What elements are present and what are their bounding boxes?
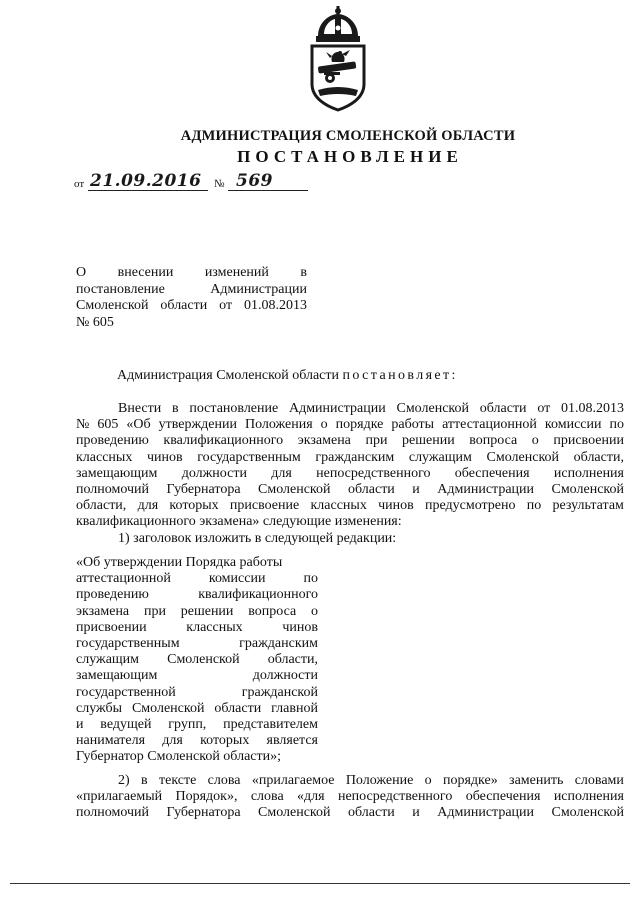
word: области bbox=[479, 401, 527, 416]
body-paragraph bbox=[76, 401, 624, 547]
body-line bbox=[76, 433, 624, 449]
word: Администрации bbox=[437, 482, 535, 498]
word: квалификационного bbox=[163, 433, 284, 449]
word: утверждении bbox=[158, 417, 237, 433]
quote-line bbox=[76, 571, 318, 587]
body-line: 1) заголовок изложить в следующей редакции: bbox=[118, 530, 397, 546]
word: Администрации bbox=[437, 805, 535, 821]
word: замещающим bbox=[76, 465, 158, 481]
continuation-line bbox=[76, 773, 624, 789]
word: гражданской bbox=[241, 684, 318, 700]
continuation-paragraph bbox=[76, 773, 624, 822]
word: области, bbox=[573, 449, 624, 465]
word: результатам bbox=[552, 498, 624, 514]
word: служащим bbox=[408, 449, 472, 465]
word: Положения bbox=[244, 417, 313, 433]
word: аттестационной bbox=[442, 417, 537, 433]
word: для bbox=[271, 465, 292, 481]
word: при bbox=[365, 433, 388, 449]
word: экзамена bbox=[297, 433, 351, 449]
word: является bbox=[266, 733, 318, 749]
body-line bbox=[76, 417, 624, 433]
word: Смоленской bbox=[131, 700, 205, 716]
word: «Об bbox=[126, 417, 151, 433]
word: непосредственного bbox=[316, 465, 431, 481]
word: Смоленской bbox=[551, 482, 624, 498]
word: Смоленской bbox=[486, 449, 560, 465]
quote-line: Губернатор Смоленской области»; bbox=[76, 749, 281, 765]
word: заменить bbox=[509, 773, 564, 788]
word: области bbox=[348, 805, 395, 821]
word: постановление bbox=[189, 401, 279, 416]
word: по bbox=[303, 571, 318, 587]
word: замещающим bbox=[76, 668, 158, 684]
word: присвоении bbox=[553, 433, 624, 449]
word: полномочий bbox=[76, 805, 150, 821]
word: должности bbox=[252, 668, 318, 684]
word: тексте bbox=[158, 773, 197, 788]
word: предусмотрено bbox=[424, 498, 516, 514]
word: присвоении bbox=[76, 619, 147, 635]
date-number-line bbox=[74, 172, 314, 194]
word: для bbox=[137, 498, 159, 514]
word: о bbox=[424, 773, 432, 788]
word: 01.08.2013 bbox=[561, 401, 624, 416]
quote-line bbox=[76, 717, 318, 733]
date-value: 21.09.2016 bbox=[90, 171, 202, 191]
body-line: квалификационного экзамена» следующие изменения: bbox=[76, 514, 402, 530]
subject-line: постановление Администрации bbox=[76, 281, 307, 297]
continuation-line bbox=[76, 789, 624, 805]
word: «для bbox=[297, 789, 325, 805]
word: порядке» bbox=[442, 773, 498, 788]
word: службы bbox=[76, 700, 123, 716]
number-value: 569 bbox=[236, 171, 273, 191]
quote-line bbox=[76, 604, 318, 620]
word: Смоленской bbox=[258, 805, 331, 821]
page-bottom-divider bbox=[10, 883, 630, 884]
word: комиссии bbox=[544, 417, 602, 433]
word: Смоленской bbox=[167, 652, 240, 668]
word: полномочий bbox=[76, 482, 150, 498]
continuation-line bbox=[76, 805, 624, 821]
quote-line bbox=[76, 587, 318, 603]
word: представителем bbox=[223, 717, 318, 733]
word: 605 bbox=[97, 417, 119, 433]
coat-of-arms-icon bbox=[302, 6, 374, 114]
word: области, bbox=[267, 652, 318, 668]
body-line bbox=[76, 450, 624, 466]
word: области bbox=[348, 482, 395, 498]
word: Положение bbox=[345, 773, 414, 788]
word: гражданским bbox=[239, 636, 318, 652]
word: непосредственного bbox=[337, 789, 453, 805]
word: проведению bbox=[76, 433, 149, 449]
word: классных bbox=[310, 498, 367, 514]
date-label: от bbox=[74, 178, 85, 190]
word: по bbox=[526, 498, 542, 514]
quote-line bbox=[76, 733, 318, 749]
word: решении bbox=[180, 603, 234, 619]
word: чинов bbox=[378, 498, 414, 514]
word: при bbox=[143, 603, 166, 619]
quote-line: «Об утверждении Порядка работы bbox=[76, 555, 283, 570]
word: чинов bbox=[282, 619, 318, 635]
word: Порядок», bbox=[175, 789, 238, 805]
word: нанимателя bbox=[76, 733, 146, 749]
word: и bbox=[76, 717, 84, 733]
word: Губернатора bbox=[166, 482, 241, 498]
word: от bbox=[537, 401, 551, 416]
subject-line: О внесении изменений в bbox=[76, 265, 307, 280]
word: области, bbox=[76, 498, 127, 514]
preamble bbox=[117, 368, 458, 384]
word: экзамена bbox=[76, 603, 130, 619]
word: о bbox=[320, 417, 328, 433]
word: о bbox=[310, 603, 318, 619]
word: служащим bbox=[76, 652, 140, 668]
word: Смоленской bbox=[396, 401, 469, 416]
word: классных bbox=[76, 449, 133, 465]
word: обеспечения bbox=[465, 789, 541, 805]
word: государственным bbox=[197, 449, 301, 465]
word: решении bbox=[402, 433, 455, 449]
quote-line bbox=[76, 620, 318, 636]
word: вопроса bbox=[469, 433, 518, 449]
word: которых bbox=[169, 498, 219, 514]
word: аттестационной bbox=[76, 571, 171, 587]
word: исполнения bbox=[553, 465, 624, 481]
organization-title: АДМИНИСТРАЦИЯ СМОЛЕНСКОЙ ОБЛАСТИ bbox=[180, 128, 516, 144]
word: Смоленской bbox=[258, 482, 331, 498]
document-subject bbox=[76, 265, 307, 331]
word: ведущей bbox=[100, 717, 152, 733]
number-label: № bbox=[214, 178, 225, 190]
subject-line: № 605 bbox=[76, 314, 114, 330]
word: «прилагаемое bbox=[251, 773, 335, 788]
word: классных bbox=[186, 619, 243, 635]
word: вопроса bbox=[248, 603, 297, 619]
preamble-prefix: Администрация Смоленской области bbox=[117, 368, 340, 383]
body-line bbox=[76, 482, 624, 498]
quoted-title bbox=[76, 555, 318, 766]
word: исполнения bbox=[553, 789, 624, 805]
word: Губернатора bbox=[166, 805, 241, 821]
word: главной bbox=[271, 700, 318, 716]
body-line bbox=[76, 466, 624, 482]
body-line bbox=[76, 498, 624, 514]
quote-line bbox=[76, 701, 318, 717]
word: обеспечения bbox=[454, 465, 530, 481]
word: в bbox=[171, 401, 179, 416]
quote-line bbox=[76, 668, 318, 684]
word: по bbox=[609, 417, 624, 433]
subject-line: Смоленской области от 01.08.2013 bbox=[76, 298, 307, 313]
word: гражданским bbox=[315, 449, 395, 465]
word: области bbox=[214, 700, 262, 716]
document-type-title: ПОСТАНОВЛЕНИЕ bbox=[237, 147, 463, 166]
quote-line bbox=[76, 685, 318, 701]
word: и bbox=[412, 482, 420, 498]
word: государственным bbox=[76, 636, 180, 652]
word: 2) bbox=[118, 773, 130, 788]
word: государственной bbox=[76, 684, 176, 700]
word: Смоленской bbox=[551, 805, 624, 821]
word: № bbox=[76, 417, 90, 433]
word: работы bbox=[391, 417, 435, 433]
body-line bbox=[76, 401, 624, 417]
word: квалификационного bbox=[198, 587, 318, 603]
word: словами bbox=[574, 773, 624, 788]
word: о bbox=[531, 433, 539, 449]
word: для bbox=[162, 733, 183, 749]
word: которых bbox=[200, 733, 250, 749]
word: слова bbox=[250, 789, 284, 805]
word: и bbox=[412, 805, 420, 821]
word: слова bbox=[207, 773, 241, 788]
word: проведению bbox=[76, 587, 149, 603]
word: Внести bbox=[118, 401, 162, 416]
word: «прилагаемый bbox=[76, 789, 163, 805]
word: комиссии bbox=[208, 571, 266, 587]
word: чинов bbox=[146, 449, 183, 465]
word: групп, bbox=[168, 717, 207, 733]
quote-line bbox=[76, 652, 318, 668]
word: в bbox=[141, 773, 148, 788]
word: Администрации bbox=[288, 401, 386, 416]
word: присвоение bbox=[229, 498, 300, 514]
word: порядке bbox=[335, 417, 384, 433]
preamble-verb: постановляет: bbox=[342, 368, 458, 383]
word: должности bbox=[181, 465, 247, 481]
quote-line bbox=[76, 636, 318, 652]
